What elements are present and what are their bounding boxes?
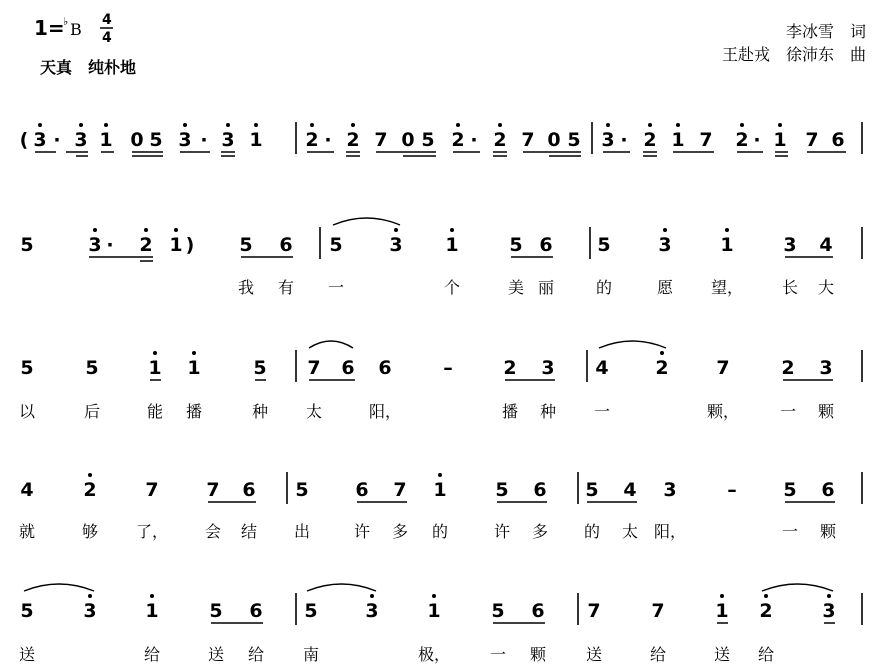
note: 3 — [178, 129, 192, 151]
note: 2 — [83, 479, 97, 501]
note: 7 — [374, 129, 388, 151]
lyric-syllable: 长 — [781, 278, 799, 297]
note: 3 — [783, 234, 797, 256]
note: · — [753, 129, 761, 151]
octave-dot — [79, 123, 83, 127]
note: 1 — [187, 357, 201, 379]
lyric-syllable: 给 — [247, 645, 265, 664]
lyric-syllable: 种 — [539, 402, 557, 421]
lyric-syllable: 个 — [443, 278, 461, 297]
lyric-syllable: 后 — [83, 402, 101, 421]
octave-dot — [38, 123, 42, 127]
note: 2 — [346, 129, 360, 151]
lyric-syllable: 一 — [327, 278, 345, 297]
octave-dot — [725, 228, 729, 232]
note: – — [727, 479, 737, 501]
lyric-syllable: 的 — [595, 278, 613, 297]
octave-dot — [778, 123, 782, 127]
octave-dot — [310, 123, 314, 127]
octave-dot — [351, 123, 355, 127]
lyric-syllable: 愿 — [656, 278, 674, 297]
note: 3 — [88, 234, 102, 256]
note: ) — [185, 234, 195, 256]
octave-dot — [663, 228, 667, 232]
note: 7 — [716, 357, 730, 379]
note: 3 — [541, 357, 555, 379]
expression-mark: 天真 纯朴地 — [40, 58, 137, 77]
note: 4 — [623, 479, 637, 501]
lyric-syllable: 就 — [18, 522, 36, 541]
lyric-syllable: 颗， — [706, 402, 740, 421]
octave-dot — [676, 123, 680, 127]
note: 3 — [221, 129, 235, 151]
octave-dot — [660, 351, 664, 355]
note: · — [620, 129, 628, 151]
lyric-syllable: 送 — [713, 645, 731, 664]
octave-dot — [370, 594, 374, 598]
note: 5 — [421, 129, 435, 151]
note: 7 — [307, 357, 321, 379]
note: 2 — [735, 129, 749, 151]
lyric-syllable: 给 — [143, 645, 161, 664]
song-header — [34, 12, 866, 77]
note: 3 — [33, 129, 47, 151]
lyric-syllable: 的 — [431, 522, 449, 541]
score-system — [20, 218, 862, 297]
note: 2 — [781, 357, 795, 379]
note: 1 — [773, 129, 787, 151]
lyric-syllable: 给 — [649, 645, 667, 664]
note: 7 — [393, 479, 407, 501]
note: 6 — [533, 479, 547, 501]
note: 3 — [365, 600, 379, 622]
score-system — [20, 122, 862, 156]
octave-dot — [450, 228, 454, 232]
note: 3 — [389, 234, 403, 256]
score-systems — [19, 122, 862, 664]
octave-dot — [720, 594, 724, 598]
note: 2 — [493, 129, 507, 151]
lyric-syllable: 南 — [302, 645, 320, 664]
tie-arc — [309, 341, 353, 348]
note: 5 — [149, 129, 163, 151]
octave-dot — [150, 594, 154, 598]
lyricist-credit: 李冰雪 词 — [785, 22, 866, 41]
key-flat-sign: ♭ — [63, 15, 69, 28]
note: 7 — [651, 600, 665, 622]
note: 7 — [206, 479, 220, 501]
lyric-syllable: 颗 — [529, 645, 547, 664]
note: 5 — [783, 479, 797, 501]
octave-dot — [88, 594, 92, 598]
note: 5 — [597, 234, 611, 256]
octave-dot — [456, 123, 460, 127]
tie-arc — [24, 584, 94, 591]
note: 5 — [491, 600, 505, 622]
octave-dot — [192, 351, 196, 355]
lyric-syllable: 够 — [81, 522, 99, 541]
note: 2 — [643, 129, 657, 151]
note: 1 — [249, 129, 263, 151]
score-system — [19, 341, 862, 421]
note: ( — [19, 129, 29, 151]
octave-dot — [104, 123, 108, 127]
octave-dot — [764, 594, 768, 598]
note: 1 — [671, 129, 685, 151]
note: 5 — [20, 600, 34, 622]
note: 5 — [20, 234, 34, 256]
note: 5 — [567, 129, 581, 151]
note: 1 — [433, 479, 447, 501]
lyric-syllable: 颗 — [819, 522, 837, 541]
lyric-syllable: 种 — [251, 402, 269, 421]
lyric-syllable: 阳， — [368, 402, 402, 421]
time-signature-top: 4 — [102, 12, 112, 28]
note: 5 — [585, 479, 599, 501]
note: 6 — [378, 357, 392, 379]
lyric-syllable: 送 — [207, 645, 225, 664]
note: 2 — [759, 600, 773, 622]
lyric-syllable: 一 — [781, 522, 799, 541]
octave-dot — [254, 123, 258, 127]
lyric-syllable: 送 — [585, 645, 603, 664]
note: · — [200, 129, 208, 151]
note: 1 — [715, 600, 729, 622]
note: 6 — [355, 479, 369, 501]
note: 1 — [148, 357, 162, 379]
note: 1 — [720, 234, 734, 256]
tie-arc — [307, 584, 376, 591]
octave-dot — [183, 123, 187, 127]
octave-dot — [144, 228, 148, 232]
note: 3 — [663, 479, 677, 501]
note: 7 — [145, 479, 159, 501]
note: · — [470, 129, 478, 151]
octave-dot — [648, 123, 652, 127]
note: 6 — [539, 234, 553, 256]
octave-dot — [827, 594, 831, 598]
lyric-syllable: 以 — [18, 402, 36, 421]
note: 5 — [20, 357, 34, 379]
octave-dot — [394, 228, 398, 232]
note: 7 — [521, 129, 535, 151]
octave-dot — [226, 123, 230, 127]
note: 2 — [451, 129, 465, 151]
note: 2 — [305, 129, 319, 151]
note: 3 — [83, 600, 97, 622]
lyric-syllable: 太 — [305, 402, 323, 421]
note: – — [443, 357, 453, 379]
tie-arc — [599, 341, 666, 348]
note: 6 — [831, 129, 845, 151]
note: 5 — [304, 600, 318, 622]
lyric-syllable: 美 — [507, 278, 525, 297]
time-signature-bottom: 4 — [102, 30, 112, 46]
note: 0 — [130, 129, 144, 151]
note: 5 — [209, 600, 223, 622]
octave-dot — [438, 473, 442, 477]
octave-dot — [88, 473, 92, 477]
note: 3 — [658, 234, 672, 256]
octave-dot — [498, 123, 502, 127]
octave-dot — [153, 351, 157, 355]
note: 6 — [242, 479, 256, 501]
lyric-syllable: 给 — [757, 645, 775, 664]
lyric-syllable: 会 — [204, 522, 222, 541]
note: 4 — [595, 357, 609, 379]
lyric-syllable: 望， — [710, 278, 744, 297]
lyric-syllable: 多 — [391, 522, 409, 541]
score-system — [19, 472, 862, 541]
note: 0 — [401, 129, 415, 151]
lyric-syllable: 我 — [237, 278, 255, 297]
lyric-syllable: 极， — [417, 645, 451, 664]
note: 0 — [547, 129, 561, 151]
note: 2 — [655, 357, 669, 379]
note: 1 — [427, 600, 441, 622]
note: 3 — [819, 357, 833, 379]
note: 5 — [295, 479, 309, 501]
lyric-syllable: 一 — [489, 645, 507, 664]
tie-arc — [333, 218, 400, 225]
lyric-syllable: 太 — [621, 522, 639, 541]
lyric-syllable: 许 — [493, 522, 511, 541]
note: 5 — [85, 357, 99, 379]
key-prefix: 1= — [34, 16, 65, 40]
note: 2 — [503, 357, 517, 379]
lyric-syllable: 能 — [146, 402, 164, 421]
lyric-syllable: 送 — [18, 645, 36, 664]
note: 3 — [822, 600, 836, 622]
lyric-syllable: 颗 — [817, 402, 835, 421]
lyric-syllable: 一 — [593, 402, 611, 421]
lyric-syllable: 许 — [353, 522, 371, 541]
octave-dot — [174, 228, 178, 232]
lyric-syllable: 的 — [583, 522, 601, 541]
lyric-syllable: 出 — [293, 522, 311, 541]
note: 1 — [169, 234, 183, 256]
note: 5 — [239, 234, 253, 256]
lyric-syllable: 结 — [240, 522, 258, 541]
lyric-syllable: 有 — [277, 278, 295, 297]
note: 6 — [821, 479, 835, 501]
note: 4 — [819, 234, 833, 256]
octave-dot — [740, 123, 744, 127]
key-note: B — [70, 20, 82, 39]
note: · — [324, 129, 332, 151]
lyric-syllable: 播 — [501, 402, 519, 421]
octave-dot — [432, 594, 436, 598]
lyric-syllable: 大 — [817, 278, 835, 297]
note: 6 — [341, 357, 355, 379]
note: 5 — [329, 234, 343, 256]
composer-credit: 王赴戎 徐沛东 曲 — [721, 45, 866, 64]
score-system — [19, 584, 862, 664]
octave-dot — [606, 123, 610, 127]
lyric-syllable: 一 — [779, 402, 797, 421]
lyric-syllable: 多 — [531, 522, 549, 541]
note: 1 — [145, 600, 159, 622]
lyric-syllable: 了， — [135, 522, 169, 541]
lyric-syllable: 播 — [185, 402, 203, 421]
note: · — [53, 129, 61, 151]
note: 1 — [99, 129, 113, 151]
note: 5 — [509, 234, 523, 256]
lyric-syllable: 丽 — [537, 278, 555, 297]
note: 2 — [139, 234, 153, 256]
note: 3 — [601, 129, 615, 151]
note: · — [106, 234, 114, 256]
tie-arc — [762, 584, 833, 591]
note: 4 — [20, 479, 34, 501]
lyric-syllable: 阳， — [653, 522, 687, 541]
note: 1 — [445, 234, 459, 256]
note: 3 — [74, 129, 88, 151]
note: 6 — [249, 600, 263, 622]
note: 6 — [531, 600, 545, 622]
note: 7 — [587, 600, 601, 622]
note: 7 — [805, 129, 819, 151]
note: 5 — [253, 357, 267, 379]
note: 7 — [699, 129, 713, 151]
note: 5 — [495, 479, 509, 501]
octave-dot — [93, 228, 97, 232]
note: 6 — [279, 234, 293, 256]
